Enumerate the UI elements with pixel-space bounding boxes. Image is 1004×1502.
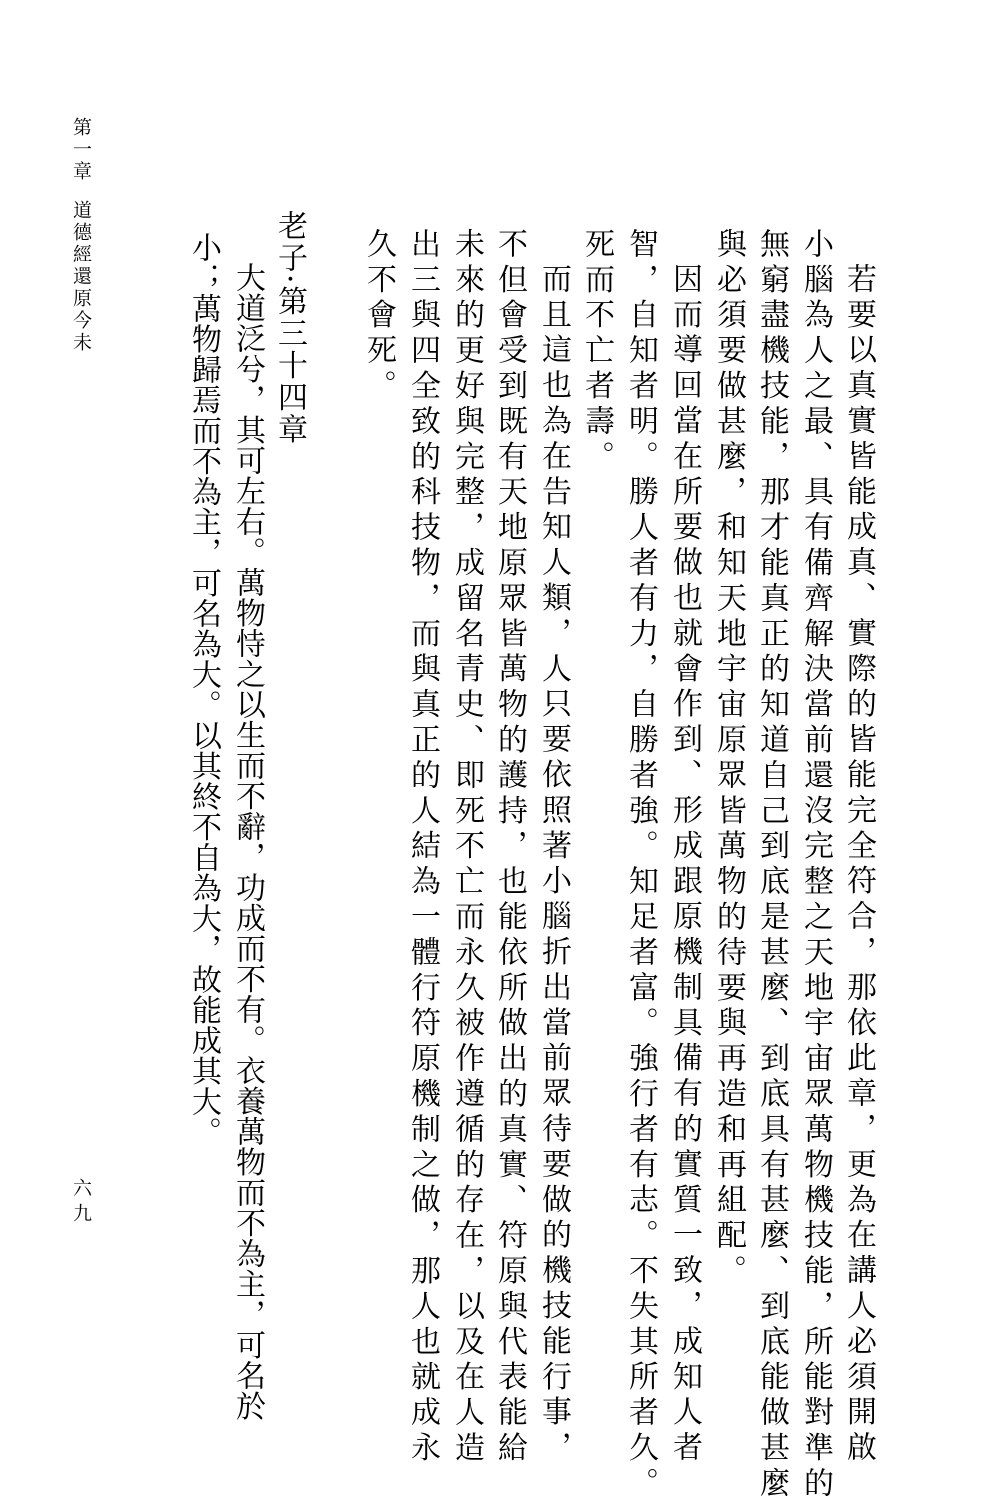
commentary-column-1: 若要以真實皆能成真、實際的皆能完全符合，那依此章，更為在講人必須開啟 xyxy=(841,263,876,1467)
commentary-column-11: 出三與四全致的科技物，而與真正的人結為一體行符原機制之做，那人也就成永 xyxy=(405,228,440,1467)
commentary-column-6: 智，自知者明。勝人者有力，自勝者強。知足者富。強行者有志。不失其所者久。 xyxy=(623,228,658,1502)
commentary-column-10: 未來的更好與完整，成留名青史、即死不亡而永久被作遵循的存在，以及在人造 xyxy=(449,228,484,1467)
chapter-heading: 老子·第三十四章 xyxy=(272,210,307,446)
running-head-chapter: 第一章 xyxy=(70,117,92,183)
commentary-column-8: 而且這也為在告知人類，人只要依照著小腦折出當前眾待要做的機技能行事， xyxy=(536,263,571,1467)
commentary-column-2: 小腦為人之最、具有備齊解決當前還沒完整之天地宇宙眾萬物機技能，所能對準的 xyxy=(798,228,833,1502)
commentary-column-4: 與必須要做甚麼，和知天地宇宙原眾皆萬物的待要與再造和再組配。 xyxy=(711,228,746,1290)
commentary-column-5: 因而導回當在所要做也就會作到、形成跟原機制具備有的實質一致，成知人者 xyxy=(667,263,702,1467)
running-head-book-title: 道德經還原今未 xyxy=(70,200,92,354)
page-number: 六九 xyxy=(70,1178,92,1228)
commentary-column-3: 無窮盡機技能，那才能真正的知道自己到底是甚麼、到底具有甚麼、到底能做甚麼 xyxy=(754,228,789,1502)
commentary-column-9: 不但會受到既有天地原眾皆萬物的護持，也能依所做出的真實、符原與代表能給 xyxy=(492,228,527,1467)
commentary-column-7: 死而不亡者壽。 xyxy=(579,228,614,476)
chapter-text-column-2: 小；萬物歸焉而不為主，可名為大。以其終不自為大，故能成其大。 xyxy=(186,232,221,1147)
commentary-column-12: 久不會死。 xyxy=(361,228,396,405)
chapter-text-column-1: 大道泛兮，其可左右。萬物恃之以生而不辭，功成而不有。衣養萬物而不為主，可名於 xyxy=(230,262,265,1421)
